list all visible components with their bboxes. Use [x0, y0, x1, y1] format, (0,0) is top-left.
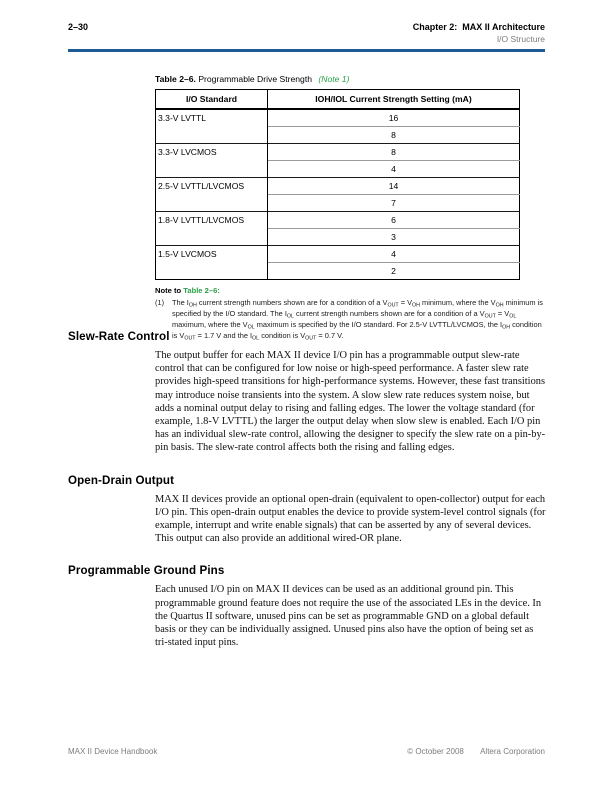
page-footer	[68, 747, 545, 756]
current-setting-cell: 7	[268, 195, 520, 212]
page-header	[68, 22, 545, 52]
current-setting-cell: 3	[268, 229, 520, 246]
io-standard-cell: 3.3-V LVCMOS	[156, 144, 268, 178]
section-slew-rate-control	[68, 330, 547, 455]
footer-handbook-title: MAX II Device Handbook	[68, 747, 158, 756]
table-reference-link[interactable]: Table 2–6:	[183, 286, 220, 295]
section-body: The output buffer for each MAX II device I/O pin has a programmable output slew-rate control that can be configured for low noise or high-speed performance. A faster slew rate provides high-speed transitions for high-performance systems. However, these fast transitions may introduce noise transients into the system. A slow slew rate reduces system noise, but adds a nominal output delay to rising and falling edges. The lower the voltage standard (for example, 1.8-V LVTTL) the larger the output delay when slow slew is enabled. Each I/O pin has an individual slew-rate control, allowing the designer to specify the slew rate on a pin-by-pin basis. The slew-rate control affects both the rising and falling edges.	[155, 350, 546, 454]
drive-strength-table-body	[156, 109, 520, 280]
column-header-io-standard: I/O Standard	[156, 90, 268, 110]
table-caption-text: Programmable Drive Strength	[198, 74, 312, 84]
table-row	[156, 178, 520, 195]
current-setting-cell: 8	[268, 127, 520, 144]
footer-right	[407, 747, 545, 756]
table-note-link[interactable]: (Note 1)	[318, 74, 350, 84]
current-setting-cell: 4	[268, 246, 520, 263]
current-setting-cell: 4	[268, 161, 520, 178]
table-row	[156, 144, 520, 161]
section-programmable-ground-pins	[68, 564, 547, 649]
note-heading	[155, 286, 547, 295]
header-section-label: I/O Structure	[496, 34, 545, 44]
current-setting-cell: 8	[268, 144, 520, 161]
io-standard-cell: 3.3-V LVTTL	[156, 109, 268, 144]
table-row	[156, 212, 520, 229]
header-rule	[68, 49, 545, 52]
io-standard-cell: 1.5-V LVCMOS	[156, 246, 268, 280]
table-row	[156, 246, 520, 263]
section-body: MAX II devices provide an optional open-drain (equivalent to open-collector) output for each I/O pin. This open-drain output enables the device to provide system-level control signals (for example, interrupt and write enable signals) that can be asserted by any of several devices. This output can also provide an additional wired-OR plane.	[155, 493, 546, 545]
footer-copyright: © October 2008	[407, 747, 464, 756]
column-header-current-setting: IOH/IOL Current Strength Setting (mA)	[268, 90, 520, 110]
section-heading: Slew-Rate Control	[68, 330, 170, 343]
footer-company: Altera Corporation	[480, 747, 545, 756]
table-caption	[155, 74, 547, 84]
section-heading: Programmable Ground Pins	[68, 564, 225, 578]
io-standard-cell: 1.8-V LVTTL/LVCMOS	[156, 212, 268, 246]
table-header-row	[156, 90, 520, 110]
chapter-title: Chapter 2: MAX II Architecture	[412, 22, 545, 32]
section-body: Each unused I/O pin on MAX II devices can be used as an additional ground pin. This programmable ground feature does not require the use of the associated LEs in the device. In the Quartus II software, unused pins can be set as programmable GND on a global default basis or they can be individually assigned. Unused pins also have the option of being set as tri-stated input pins.	[155, 584, 542, 649]
table-block	[155, 74, 547, 342]
page-number: 2–30	[68, 22, 89, 32]
section-open-drain-output	[68, 474, 547, 546]
footnote-text: The $I_{OH}$ current strength numbers shown are for a condition of a $V_{OUT} = V_{OH}$ minimum, where the $V_{OH}$ minimum is specified by the I/O standard. The $I_{OL}$ current strength numbers shown are for a condition of a $V_{OUT} = V_{OL}$ maximum, where the $V_{OL}$ maximum is specified by the I/O standard. For 2.5-V LVTTL/LVCMOS, the $I_{OH}$ condition is $V_{OUT} = 1.7$ V and the $I_{OL}$ condition is $V_{OUT} = 0.7$ V.	[172, 298, 543, 342]
sections-container	[68, 330, 547, 649]
current-setting-cell: 14	[268, 178, 520, 195]
table-row	[156, 109, 520, 127]
table-caption-label: Table 2–6.	[155, 74, 196, 84]
current-setting-cell: 16	[268, 109, 520, 127]
current-setting-cell: 6	[268, 212, 520, 229]
section-heading: Open-Drain Output	[68, 473, 175, 487]
note-heading-label: Note to	[155, 286, 184, 295]
drive-strength-table	[155, 89, 520, 280]
footnote-number: (1)	[155, 298, 165, 307]
current-setting-cell: 2	[268, 263, 520, 280]
io-standard-cell: 2.5-V LVTTL/LVCMOS	[156, 178, 268, 212]
